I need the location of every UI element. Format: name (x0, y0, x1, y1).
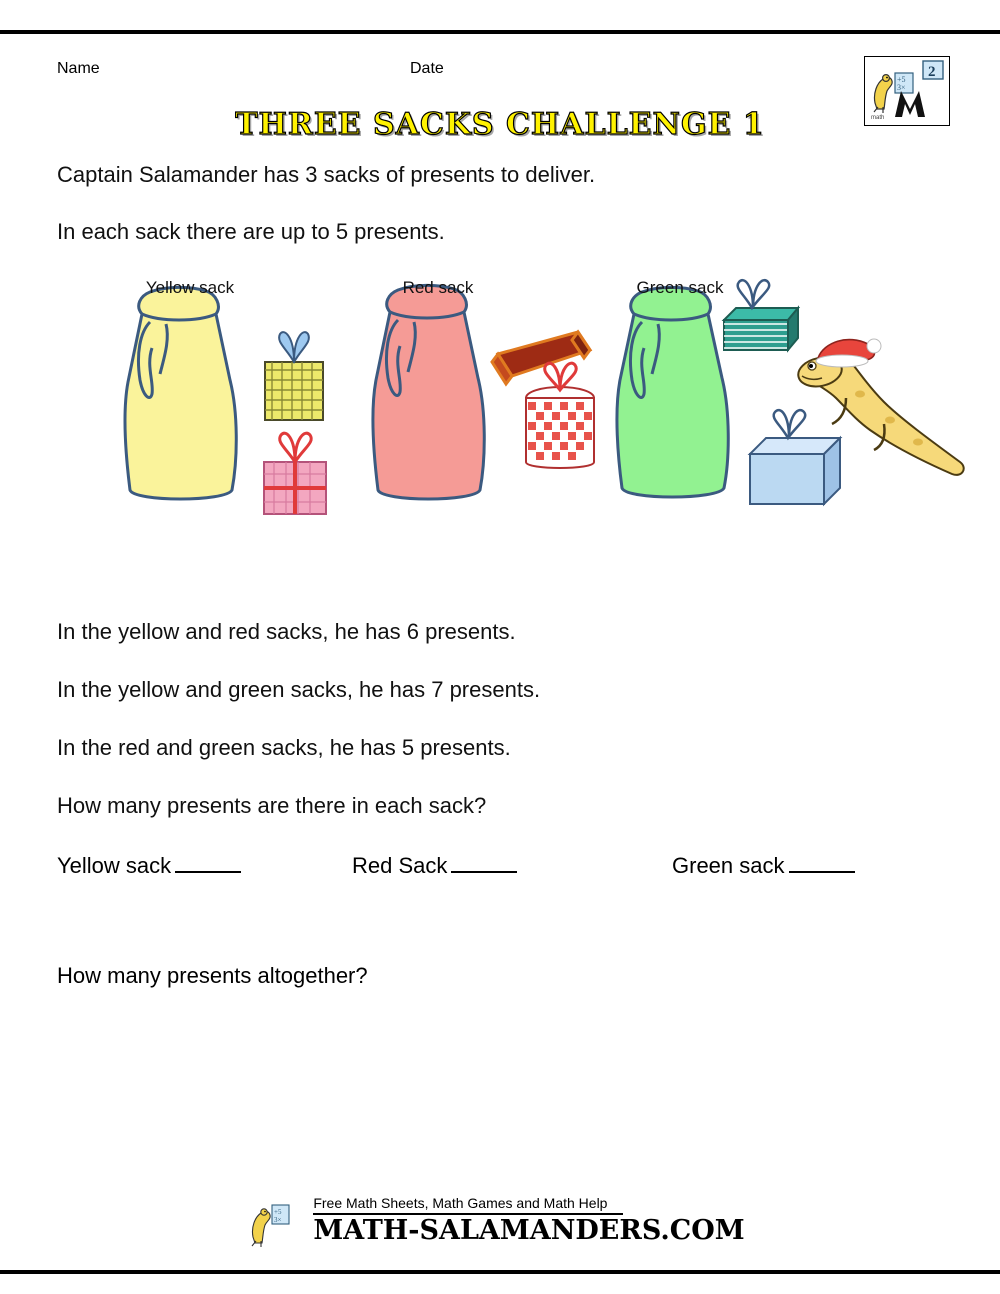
svg-text:3×: 3× (897, 83, 906, 92)
grade-number: 2 (928, 64, 936, 80)
svg-text:+5: +5 (274, 1208, 282, 1216)
footer-text (313, 1195, 744, 1246)
red-sack-caption: Red sack (402, 278, 474, 297)
svg-text:3×: 3× (274, 1216, 282, 1224)
present-pink-box (264, 433, 326, 514)
yellow-sack-graphic (125, 287, 236, 499)
intro-line-1: Captain Salamander has 3 sacks of presents to deliver. (57, 162, 596, 187)
top-rule (0, 30, 1000, 34)
green-answer-group (672, 851, 859, 879)
footer (0, 1195, 1000, 1246)
yellow-answer-group (57, 851, 245, 879)
logo-graphic (865, 57, 947, 123)
yellow-answer-label: Yellow sack (57, 853, 172, 878)
green-sack-caption: Green sack (636, 278, 724, 297)
present-red-wedge (492, 332, 590, 384)
name-label: Name (57, 60, 100, 77)
clue-line-3: In the red and green sacks, he has 5 presents. (57, 735, 511, 760)
main-question: How many presents are there in each sack? (57, 793, 487, 818)
footer-inner (255, 1195, 744, 1246)
svg-text:math: math (871, 115, 885, 121)
present-yellow-checked (265, 332, 323, 420)
red-answer-group (352, 851, 521, 879)
intro-line-2: In each sack there are up to 5 presents. (57, 219, 445, 244)
red-answer-label: Red Sack (352, 853, 448, 878)
sacks-illustration (0, 262, 1000, 572)
green-sack-graphic (617, 287, 728, 497)
footer-brand[interactable]: MATH-SALAMANDERS.COM (313, 1215, 745, 1246)
green-answer-label: Green sack (672, 853, 785, 878)
clue-line-1: In the yellow and red sacks, he has 6 presents. (57, 619, 516, 644)
yellow-answer-blank[interactable] (175, 851, 241, 873)
date-label: Date (410, 60, 444, 77)
yellow-sack-caption: Yellow sack (145, 278, 235, 297)
present-checkered-cylinder (526, 363, 594, 468)
math-salamanders-logo (864, 56, 950, 126)
present-blue-box (750, 410, 840, 504)
red-sack-graphic (373, 285, 484, 499)
svg-text:+5: +5 (897, 75, 906, 84)
bottom-rule (0, 1270, 1000, 1274)
footer-tagline: Free Math Sheets, Math Games and Math Help (313, 1195, 608, 1211)
green-answer-blank[interactable] (789, 851, 855, 873)
illustration-graphic (0, 262, 1000, 562)
red-answer-blank[interactable] (451, 851, 517, 873)
clue-line-2: In the yellow and green sacks, he has 7 presents. (57, 677, 541, 702)
total-question-label: How many presents altogether? (57, 963, 368, 988)
footer-logo-icon (245, 1197, 305, 1249)
page-title: THREE SACKS CHALLENGE 1 (235, 107, 765, 142)
total-answer-group (57, 963, 368, 989)
